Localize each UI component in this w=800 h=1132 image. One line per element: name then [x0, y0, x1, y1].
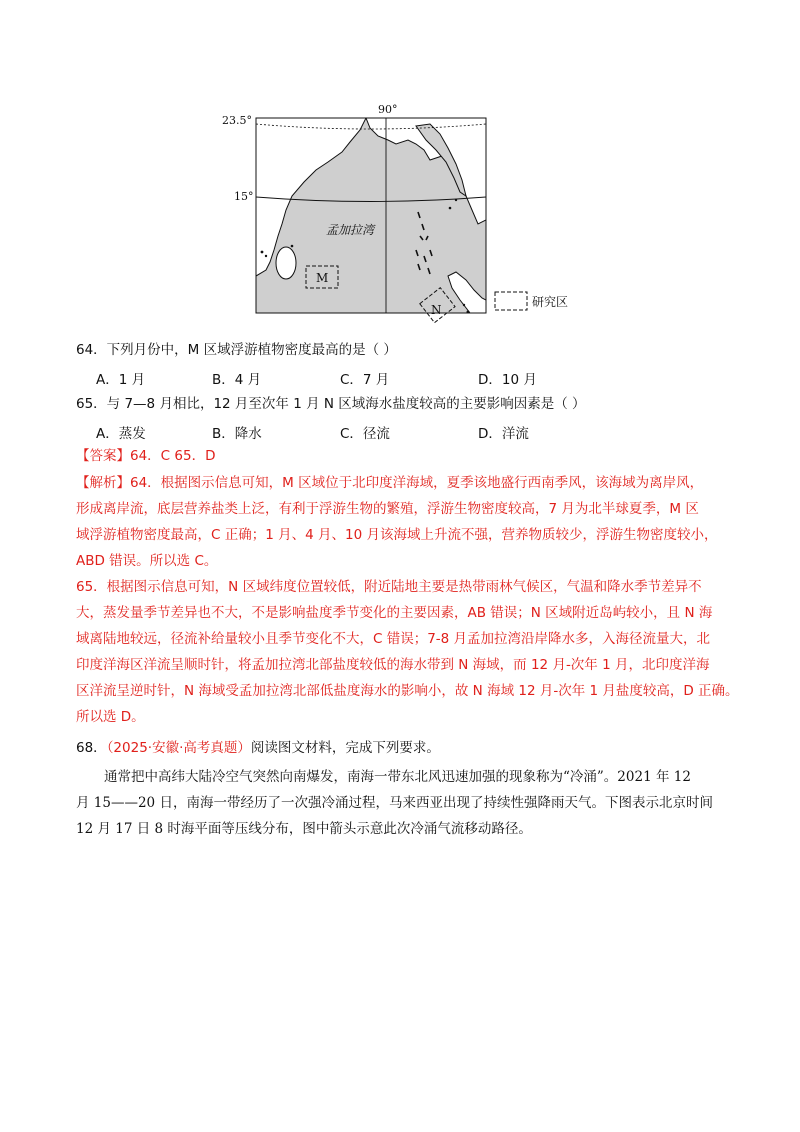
box-n-label: N — [431, 303, 442, 317]
analysis-64-line-2: 形成离岸流，底层营养盐类上泛，有利于浮游生物的繁殖，浮游生物密度较高，7 月为北半球夏季，M 区 — [76, 501, 699, 517]
analysis-64-line-1: 64．根据图示信息可知，M 区域位于北印度洋海域，夏季该地盛行西南季风，该海域为离岸风， — [130, 475, 704, 491]
q65-option-c: C．径流 — [340, 426, 390, 442]
q64-option-d: D．10 月 — [478, 372, 537, 388]
legend-box-icon — [495, 292, 527, 310]
analysis-65-line-4: 印度洋海区洋流呈顺时针，将孟加拉湾北部盐度较低的海水带到 N 海域，而 12 月-次年 1 月，北印度洋海 — [76, 657, 710, 673]
question-64-stem: 64．下列月份中，M 区域浮游植物密度最高的是（ ） — [76, 342, 397, 358]
bay-of-bengal-map — [220, 100, 600, 325]
answer-line — [76, 446, 215, 466]
analysis-65 — [76, 574, 739, 730]
map-svg — [220, 100, 600, 325]
answer-tag: 【答案】 — [76, 448, 130, 464]
q68-intro-line-3: 12 月 17 日 8 时海平面等压线分布，图中箭头示意此次冷涌气流移动路径。 — [76, 821, 532, 837]
q65-option-d: D．洋流 — [478, 426, 529, 442]
q68-intro-line-2: 月 15——20 日，南海一带经历了一次强冷涌过程，马来西亚出现了持续性强降雨天气。下图表示北京时间 — [76, 795, 713, 811]
q68-intro-line-1: 通常把中高纬大陆冷空气突然向南爆发，南海一带东北风迅速加强的现象称为“冷涌”。2021 年 12 — [104, 769, 691, 785]
analysis-tag: 【解析】 — [76, 475, 130, 491]
question-68-header — [76, 738, 440, 758]
answer-text: 64．C 65．D — [130, 448, 216, 464]
analysis-65-line-5: 区洋流呈逆时针，N 海域受孟加拉湾北部低盐度海水的影响小，故 N 海域 12 月-次年 1 月盐度较高，D 正确。 — [76, 683, 739, 699]
lon-90-label: 90° — [378, 103, 398, 116]
lat-23-label: 23.5° — [222, 114, 252, 127]
question-65-stem: 65．与 7—8 月相比，12 月至次年 1 月 N 区域海水盐度较高的主要影响因素是（ ） — [76, 396, 586, 412]
lat-15-label: 15° — [234, 190, 254, 203]
q68-source: （2025·安徽·高考真题） — [106, 740, 251, 756]
analysis-65-line-3: 域离陆地较远，径流补给量较小且季节变化不大，C 错误；7-8 月孟加拉湾沿岸降水多，入海径流量大，北 — [76, 631, 711, 647]
sri-lanka — [276, 247, 296, 279]
q68-intro — [76, 764, 736, 842]
analysis-64-line-3: 域浮游植物密度最高，C 正确；1 月、4 月、10 月该海域上升流不强，营养物质较少，浮游生物密度较小， — [76, 527, 718, 543]
q65-option-b: B．降水 — [212, 426, 262, 442]
q64-option-a: A．1 月 — [96, 372, 146, 388]
analysis-65-line-1: 65．根据图示信息可知，N 区域纬度位置较低，附近陆地主要是热带雨林气候区，气温和降水季节差异不 — [76, 579, 702, 595]
legend-label: 研究区 — [532, 295, 569, 309]
analysis-64-line-4: ABD 错误。所以选 C。 — [76, 553, 218, 569]
q68-instruction: 阅读图文材料，完成下列要求。 — [250, 740, 440, 756]
q64-option-b: B．4 月 — [212, 372, 262, 388]
q64-option-c: C．7 月 — [340, 372, 390, 388]
box-m-label: M — [316, 271, 329, 285]
sea-label: 孟加拉湾 — [326, 223, 375, 237]
analysis-65-line-6: 所以选 D。 — [76, 709, 145, 725]
q65-option-a: A．蒸发 — [96, 426, 146, 442]
analysis-65-line-2: 大，蒸发量季节差异也不大，不是影响盐度季节变化的主要因素，AB 错误；N 区域附近岛屿较小，且 N 海 — [76, 605, 713, 621]
analysis-64 — [76, 470, 726, 574]
q68-number: 68． — [76, 740, 107, 756]
